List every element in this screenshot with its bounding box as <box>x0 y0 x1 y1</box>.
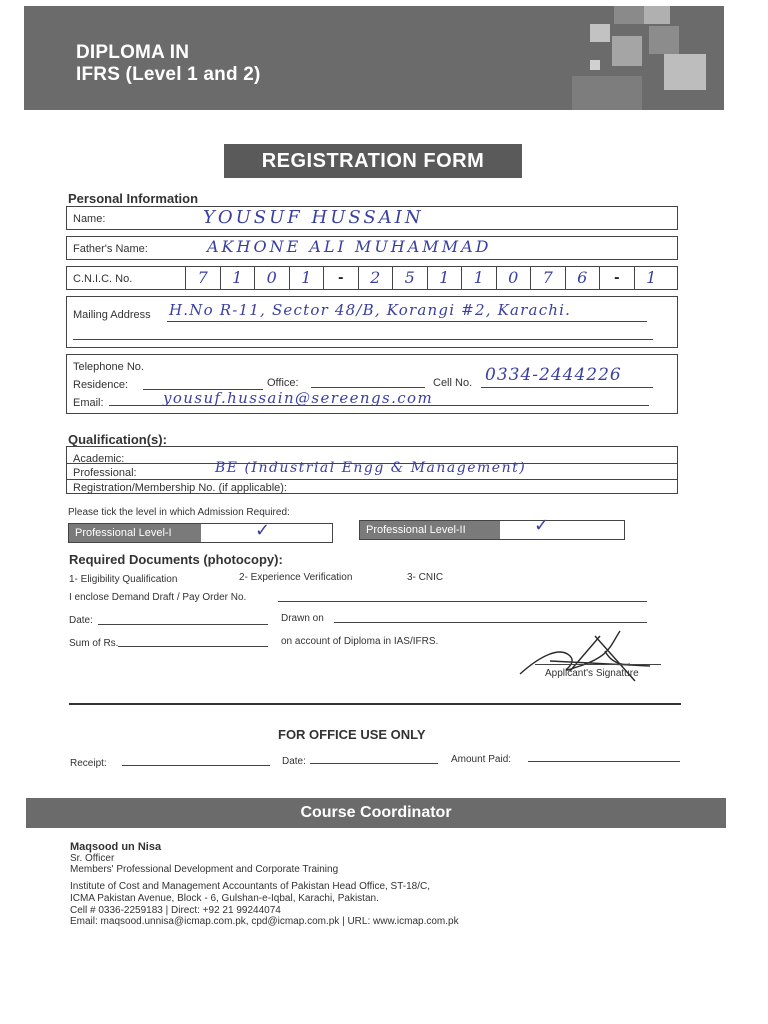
professional-label: Professional: <box>73 467 137 479</box>
name-label: Name: <box>73 213 106 225</box>
office-label: Office: <box>267 377 299 389</box>
enclose-label: I enclose Demand Draft / Pay Order No. <box>69 592 247 603</box>
header-banner <box>24 6 724 110</box>
office-date-label: Date: <box>282 756 306 767</box>
cnic-digit-cell[interactable]: 2 <box>358 267 393 289</box>
level2-label: Professional Level-II <box>360 521 500 539</box>
mailing-address-field[interactable] <box>66 296 678 348</box>
cnic-digit-cell[interactable]: - <box>323 267 358 289</box>
sum-input[interactable] <box>118 646 268 647</box>
date-input[interactable] <box>98 624 268 625</box>
cnic-label: C.N.I.C. No. <box>73 273 133 285</box>
father-name-field[interactable] <box>66 236 678 260</box>
level1-checkbox[interactable] <box>68 520 333 543</box>
coordinator-name: Maqsood un Nisa <box>70 841 162 853</box>
cnic-digit-cell[interactable]: 1 <box>461 267 496 289</box>
address-line <box>73 339 653 340</box>
decor-square <box>649 26 679 54</box>
office-input[interactable] <box>311 387 425 388</box>
decor-square <box>644 6 670 24</box>
checkmark-icon: ✓ <box>255 520 271 541</box>
divider <box>69 703 681 705</box>
residence-label: Residence: <box>73 379 129 391</box>
cell-value: 0334-2444226 <box>485 365 622 385</box>
doc-cnic: 3- CNIC <box>407 572 444 583</box>
level-instruction: Please tick the level in which Admission Required: <box>68 507 290 518</box>
coordinator-title: Sr. Officer <box>70 853 115 864</box>
date-label: Date: <box>69 615 93 626</box>
cnic-digit-cell[interactable]: 0 <box>496 267 531 289</box>
cnic-digit-cell[interactable]: 7 <box>530 267 565 289</box>
drawn-on-input[interactable] <box>334 622 647 623</box>
cnic-digit-cell[interactable]: 1 <box>427 267 462 289</box>
address-line <box>167 321 647 322</box>
decor-square <box>590 60 600 70</box>
drawn-on-label: Drawn on <box>281 613 324 624</box>
name-value: YOUSUF HUSSAIN <box>203 207 424 228</box>
level1-label: Professional Level-I <box>69 524 201 542</box>
coordinator-email[interactable]: Email: maqsood.unnisa@icmap.com.pk, cpd@icmap.com.pk | URL: www.icmap.com.pk <box>70 916 459 927</box>
level2-checkbox[interactable] <box>359 515 625 540</box>
registration-label: Registration/Membership No. (if applicable): <box>73 482 287 494</box>
decor-square <box>614 6 644 24</box>
signature-label: Applicant's Signature <box>545 668 639 679</box>
telephone-heading: Telephone No. <box>73 361 144 373</box>
course-coordinator-bar: Course Coordinator <box>26 798 726 828</box>
cnic-digit-cell[interactable]: 1 <box>220 267 255 289</box>
qualification-heading: Qualification(s): <box>68 432 167 447</box>
coordinator-department: Members' Professional Development and Corporate Training <box>70 864 339 875</box>
office-date-input[interactable] <box>310 763 438 764</box>
professional-input[interactable] <box>67 479 677 480</box>
name-field[interactable] <box>66 206 678 230</box>
account-label: on account of Diploma in IAS/IFRS. <box>281 636 439 647</box>
cell-input[interactable] <box>481 387 653 388</box>
address-value: H.No R-11, Sector 48/B, Korangi #2, Karachi. <box>169 301 572 319</box>
checkmark-icon: ✓ <box>534 515 550 536</box>
receipt-label: Receipt: <box>70 758 107 769</box>
coordinator-address2: ICMA Pakistan Avenue, Block - 6, Gulshan-e-Iqbal, Karachi, Pakistan. <box>70 893 379 904</box>
doc-experience: 2- Experience Verification <box>239 572 353 583</box>
coordinator-phone: Cell # 0336-2259183 | Direct: +92 21 99244074 <box>70 905 281 916</box>
personal-info-heading: Personal Information <box>68 191 199 206</box>
address-label: Mailing Address <box>73 309 151 321</box>
cnic-digit-cell[interactable]: 0 <box>254 267 289 289</box>
telephone-box <box>66 354 678 414</box>
draft-number-input[interactable] <box>278 601 647 602</box>
cnic-digit-cell[interactable]: 7 <box>185 267 220 289</box>
decor-square <box>664 54 706 90</box>
decor-square <box>590 24 610 42</box>
academic-label: Academic: <box>73 453 125 465</box>
amount-paid-label: Amount Paid: <box>451 754 512 765</box>
office-use-heading: FOR OFFICE USE ONLY <box>278 727 426 742</box>
cnic-digit-cell[interactable]: - <box>599 267 634 289</box>
documents-heading: Required Documents (photocopy): <box>69 552 283 567</box>
doc-eligibility: 1- Eligibility Qualification <box>69 574 178 585</box>
decor-square <box>612 36 642 66</box>
amount-paid-input[interactable] <box>528 761 680 762</box>
email-label: Email: <box>73 397 104 409</box>
email-value: yousuf.hussain@sereengs.com <box>163 389 434 407</box>
sum-label: Sum of Rs. <box>69 638 119 649</box>
father-name-label: Father's Name: <box>73 243 148 255</box>
receipt-input[interactable] <box>122 765 270 766</box>
cell-label: Cell No. <box>433 377 473 389</box>
signature-line <box>535 664 661 665</box>
decor-square <box>572 76 642 110</box>
coordinator-address1: Institute of Cost and Management Accountants of Pakistan Head Office, ST-18/C, <box>70 881 431 892</box>
cnic-field[interactable] <box>66 266 678 290</box>
qualification-box <box>66 446 678 494</box>
father-name-value: AKHONE ALI MUHAMMAD <box>207 237 492 256</box>
email-input[interactable] <box>109 405 649 406</box>
cnic-digit-cell[interactable]: 6 <box>565 267 600 289</box>
cnic-digit-cell[interactable]: 5 <box>392 267 427 289</box>
form-title: REGISTRATION FORM <box>224 144 522 178</box>
cnic-digit-cell[interactable]: 1 <box>634 267 669 289</box>
professional-value: BE (Industrial Engg & Management) <box>215 460 527 476</box>
cnic-digit-cell[interactable]: 1 <box>289 267 324 289</box>
diploma-title: DIPLOMA IN IFRS (Level 1 and 2) <box>76 42 261 85</box>
